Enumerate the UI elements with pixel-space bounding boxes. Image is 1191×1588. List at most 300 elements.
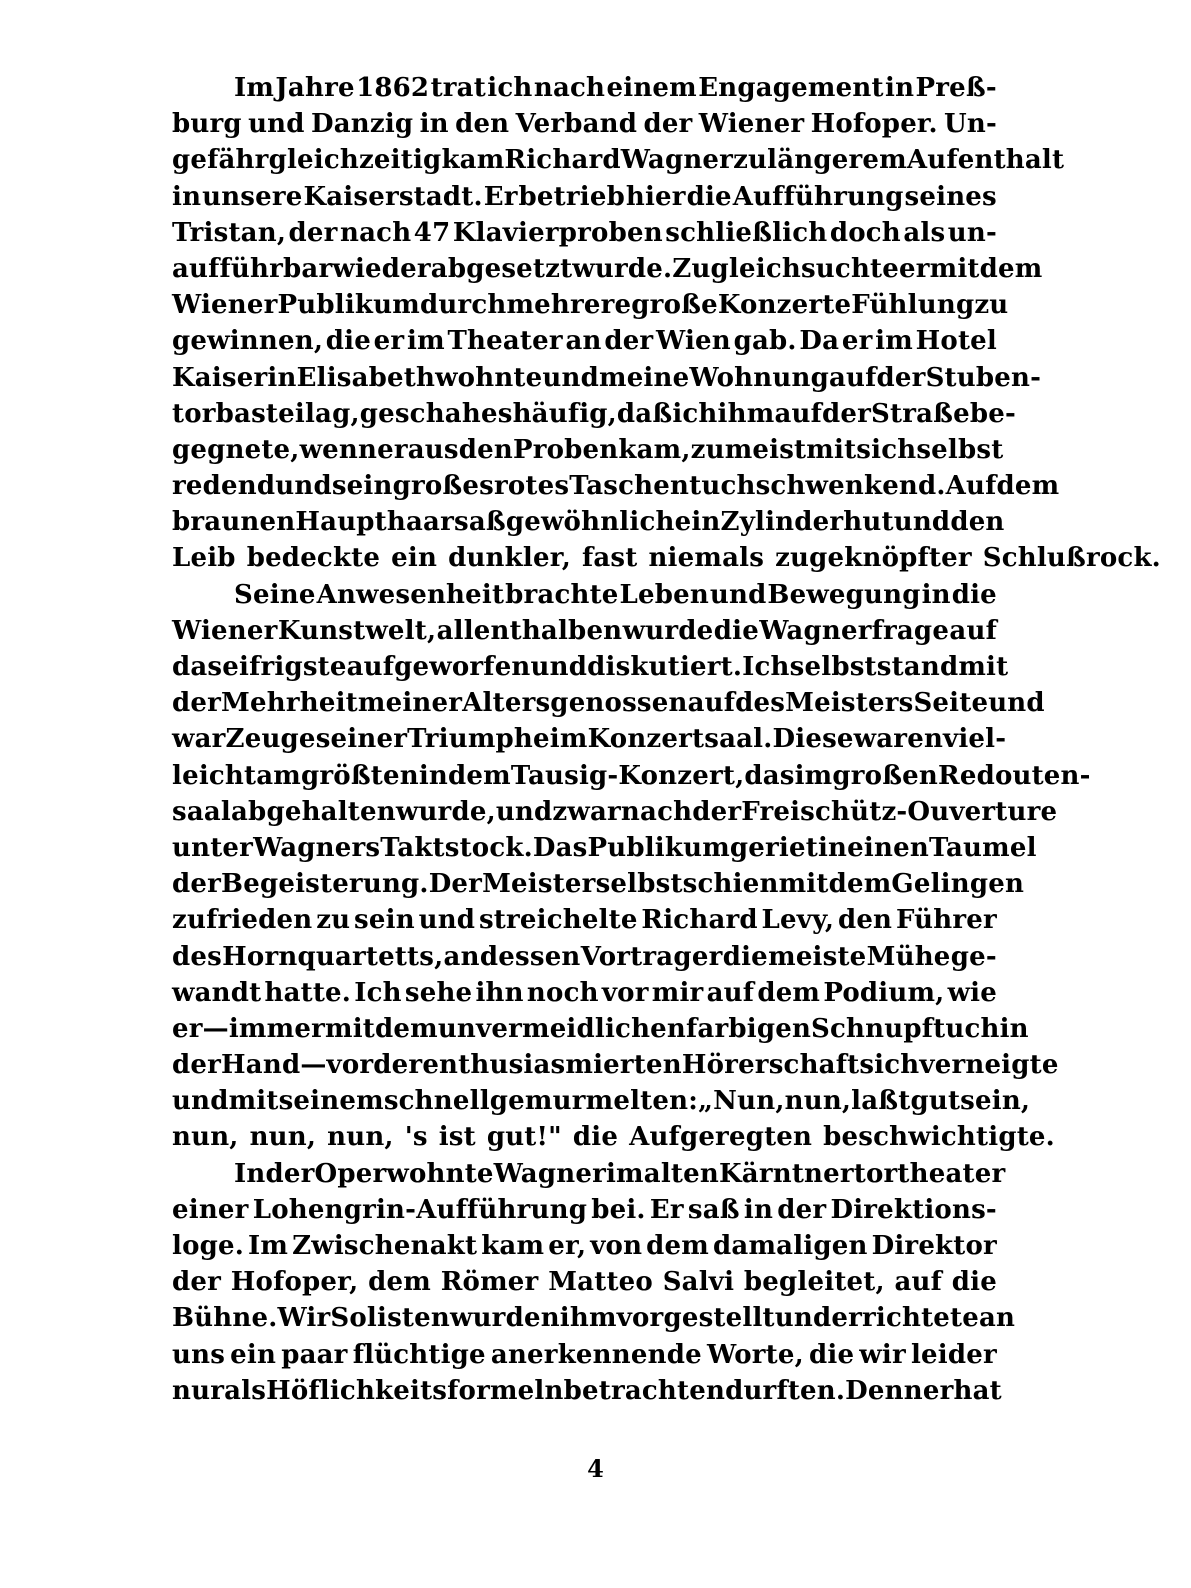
text-line: [172, 468, 1060, 504]
word: aufgeworfen: [346, 652, 531, 682]
word: seines: [904, 181, 997, 212]
word: leider: [910, 1339, 997, 1370]
word: das: [172, 652, 223, 682]
word: in: [999, 1013, 1029, 1044]
text-line: [172, 1300, 1016, 1336]
word: selbst: [789, 652, 877, 682]
word: er,: [548, 1231, 587, 1261]
word: Worte,: [706, 1339, 804, 1370]
word: Er: [483, 181, 518, 212]
word: Aufführung: [732, 181, 904, 212]
word: sein,: [960, 1086, 1031, 1117]
word: in: [743, 1194, 774, 1225]
word: durch: [419, 290, 507, 321]
word: die: [808, 1339, 855, 1370]
word: Matteo: [548, 1267, 653, 1298]
word: und: [542, 362, 599, 393]
word: einem: [606, 73, 697, 103]
word: wurde.: [572, 253, 673, 284]
word: wenn: [299, 434, 378, 465]
word: er: [172, 1013, 203, 1044]
word: verneigte: [919, 1050, 1059, 1081]
word: dunkler,: [448, 543, 571, 574]
text-line: [172, 1156, 1006, 1192]
word: an: [443, 941, 480, 972]
word: Proben: [512, 434, 619, 465]
word: Konzertsaal.: [587, 724, 773, 755]
word: Wagnerfrage: [759, 615, 950, 646]
word: seinem: [278, 1086, 384, 1117]
text-line: [172, 1083, 1031, 1119]
word: Gelingen: [891, 869, 1025, 900]
word: vor: [326, 1050, 374, 1081]
word: Kaiserstadt.: [303, 181, 483, 212]
word: auf: [894, 1267, 943, 1298]
word: schwenkend.: [755, 471, 946, 502]
word: 's: [404, 1122, 428, 1153]
word: gut!": [486, 1122, 562, 1153]
word: laßt: [851, 1086, 911, 1117]
word: der: [172, 1267, 222, 1298]
word: enthusiasmierten: [422, 1050, 682, 1081]
word: nun,: [784, 1086, 852, 1117]
word: längerem: [767, 145, 907, 176]
text-line: [172, 1228, 997, 1264]
word: Seine: [234, 579, 316, 610]
word: nun,: [172, 1122, 239, 1153]
text-line: [172, 106, 997, 142]
word: Taumel: [928, 832, 1037, 863]
text-line: [172, 70, 997, 106]
word: die: [686, 181, 732, 212]
word: hat: [953, 1375, 1002, 1406]
word: Hornquartetts,: [222, 941, 444, 972]
word: gleichzeitig: [268, 145, 442, 176]
text-line: [172, 540, 1161, 576]
text-line: [172, 215, 997, 251]
word: meiner: [357, 688, 463, 719]
word: und: [988, 688, 1045, 719]
word: „Nun,: [698, 1086, 785, 1117]
word: alten: [643, 1158, 719, 1189]
word: Im: [248, 1231, 289, 1261]
word: Schnupftuch: [811, 1013, 1000, 1044]
word: rotes: [493, 471, 570, 502]
word: dem: [996, 471, 1060, 502]
word: trat: [430, 73, 486, 103]
word: 1862: [356, 73, 430, 103]
word: und: [495, 796, 553, 827]
word: in: [418, 760, 449, 791]
word: meine: [598, 362, 690, 393]
word: mit: [324, 1013, 375, 1044]
word: als: [224, 1375, 267, 1406]
word: gewinnen,: [172, 326, 324, 357]
word: Direktions-: [830, 1194, 997, 1225]
word: wieder: [332, 253, 431, 284]
word: Direktor: [871, 1231, 997, 1261]
word: lag,: [304, 398, 360, 429]
word: als: [903, 217, 946, 248]
word: und: [530, 652, 588, 682]
word: braunen: [172, 507, 296, 538]
word: in: [172, 181, 202, 212]
word: Fühlung: [851, 290, 975, 321]
word: Mehrheit: [221, 688, 358, 719]
word: auf: [949, 615, 997, 646]
word: und: [774, 1303, 832, 1334]
word: der: [821, 398, 872, 429]
word: Ich: [742, 652, 790, 682]
word: Er: [649, 1194, 684, 1225]
page-body-text: [172, 70, 1161, 1409]
word: einer: [172, 1194, 249, 1225]
word: von: [590, 1231, 643, 1261]
word: gefähr: [172, 145, 269, 176]
word: seiner: [315, 724, 408, 755]
word: torbastei: [172, 398, 305, 429]
word: großen: [832, 760, 939, 791]
word: Hofoper.: [810, 109, 938, 140]
word: Wohnung: [689, 362, 829, 393]
word: der: [172, 1050, 222, 1081]
word: Wiener: [172, 615, 278, 646]
word: die: [951, 579, 997, 610]
word: der: [373, 1050, 423, 1081]
word: anerkennende: [490, 1339, 702, 1370]
word: viel-: [943, 724, 1007, 755]
word: in: [921, 579, 951, 610]
word: betrachten: [563, 1375, 726, 1406]
word: Preß-: [915, 73, 997, 103]
word: ein: [674, 507, 721, 538]
word: Denn: [845, 1375, 923, 1406]
word: an: [978, 1303, 1016, 1334]
word: Wiener: [698, 109, 805, 140]
word: waren: [853, 724, 944, 755]
word: hier: [625, 181, 686, 212]
word: Redouten-: [938, 760, 1091, 791]
word: auf: [687, 688, 736, 719]
word: Hofoper,: [230, 1267, 359, 1298]
text-line: [172, 794, 1058, 830]
word: Zwischenakt: [292, 1231, 478, 1261]
word: mit: [806, 434, 857, 465]
text-line: [172, 251, 1043, 287]
word: nach: [533, 73, 606, 103]
word: im: [407, 326, 445, 357]
word: es: [480, 398, 513, 429]
word: stand: [876, 652, 959, 682]
word: das: [744, 760, 795, 791]
word: Theater: [447, 326, 563, 357]
word: Mühe: [866, 941, 951, 972]
word: des: [735, 688, 786, 719]
word: Wiener: [172, 290, 278, 321]
word: die: [722, 941, 768, 972]
page-number: 4: [587, 1454, 604, 1483]
text-line: [172, 360, 1042, 396]
word: redend: [172, 471, 276, 502]
word: Anwesenheit: [316, 579, 505, 610]
word: er: [841, 326, 873, 357]
word: Vortrag: [580, 941, 692, 972]
text-line: [172, 1264, 997, 1300]
word: immer: [228, 1013, 325, 1044]
word: streichelte: [478, 905, 638, 936]
text-line: [172, 577, 997, 613]
word: betrieb: [518, 181, 625, 212]
word: den: [455, 109, 510, 140]
word: Begeisterung.: [221, 869, 429, 900]
word: un-: [947, 217, 997, 248]
word: ge-: [950, 941, 997, 972]
text-line: [172, 939, 997, 975]
word: be-: [969, 398, 1016, 429]
word: auf: [706, 977, 755, 1008]
word: zu: [316, 905, 351, 936]
word: loge.: [172, 1231, 244, 1261]
text-line: [172, 902, 997, 938]
word: in: [885, 73, 915, 103]
word: Schlußrock.: [982, 543, 1161, 574]
word: aus: [407, 434, 459, 465]
word: ich: [672, 398, 718, 429]
word: die: [572, 1122, 619, 1153]
word: leicht: [172, 760, 257, 791]
word: Salvi: [662, 1267, 735, 1298]
word: noch: [526, 977, 599, 1008]
word: Bühne.: [172, 1303, 278, 1334]
word: im: [875, 326, 913, 357]
word: Wagner: [620, 145, 734, 176]
word: ist: [438, 1122, 476, 1153]
word: Verband: [515, 109, 638, 140]
word: dem: [368, 1267, 431, 1298]
word: farbigen: [686, 1013, 812, 1044]
word: Meisters: [785, 688, 914, 719]
word: Hand: [221, 1050, 301, 1081]
word: unter: [172, 832, 254, 863]
word: Levy,: [761, 905, 835, 936]
word: gemurmelten:: [489, 1086, 699, 1117]
word: bedeckte: [246, 543, 381, 574]
word: ein: [230, 1339, 277, 1370]
word: geschah: [359, 398, 481, 429]
word: großes: [392, 471, 494, 502]
word: die: [713, 615, 759, 646]
word: dem: [757, 977, 821, 1008]
word: gewöhnlich: [505, 507, 675, 538]
word: Taktstock.: [380, 832, 533, 863]
word: Wagner: [493, 1158, 606, 1189]
word: Der: [428, 869, 483, 900]
word: daß: [616, 398, 673, 429]
word: uns: [172, 1339, 226, 1370]
word: Triumphe: [407, 724, 550, 755]
word: kam: [441, 145, 505, 176]
word: er: [691, 941, 723, 972]
text-line: [172, 179, 997, 215]
word: Tristan,: [172, 217, 287, 248]
word: Elisabeth: [296, 362, 436, 393]
word: Kaiserin: [172, 362, 297, 393]
word: wohnte: [386, 1158, 494, 1189]
word: Kunstwelt,: [277, 615, 437, 646]
word: Seite: [913, 688, 989, 719]
word: ein: [391, 543, 438, 574]
word: brachte: [505, 579, 619, 610]
word: der: [876, 362, 926, 393]
text-line: [172, 830, 1037, 866]
word: nun,: [249, 1122, 317, 1153]
word: Zugleich: [672, 253, 801, 284]
text-line: [172, 504, 1005, 540]
text-line: [172, 685, 1045, 721]
word: nur: [172, 1375, 225, 1406]
word: der: [265, 1158, 315, 1189]
word: im: [794, 760, 833, 791]
word: wohnte: [435, 362, 543, 393]
word: mit: [929, 253, 980, 284]
word: zugeknöpfter: [775, 543, 972, 574]
word: richtete: [861, 1303, 979, 1334]
word: zu: [733, 145, 768, 176]
word: gab.: [733, 326, 797, 357]
word: an: [565, 326, 602, 357]
word: paar: [281, 1339, 348, 1370]
word: Wagners: [253, 832, 381, 863]
word: eifrigste: [222, 652, 347, 682]
word: Solisten: [330, 1303, 450, 1334]
word: niemals: [648, 543, 765, 574]
word: Leben: [619, 579, 709, 610]
word: Jahre: [275, 73, 355, 103]
word: abgesetzt: [430, 253, 573, 284]
text-line: [172, 758, 1091, 794]
word: Engagement: [698, 73, 884, 103]
word: gut: [910, 1086, 961, 1117]
word: Das: [532, 832, 588, 863]
word: Altersgenossen: [462, 688, 688, 719]
text-line: [172, 287, 1009, 323]
word: wurde: [622, 615, 714, 646]
word: flüchtige: [352, 1339, 486, 1370]
word: Freischütz-Ouverture: [741, 796, 1058, 827]
word: auf: [828, 362, 877, 393]
word: hatte.: [264, 977, 352, 1008]
word: er: [377, 434, 408, 465]
word: Oper: [314, 1158, 387, 1189]
word: saß: [687, 1194, 740, 1225]
word: Aufenthalt: [906, 145, 1065, 176]
word: 47: [413, 217, 451, 248]
word: Hotel: [915, 326, 997, 357]
word: sein: [354, 905, 415, 936]
word: —: [202, 1013, 229, 1044]
word: wurde,: [395, 796, 496, 827]
word: dem: [374, 1013, 438, 1044]
word: den: [837, 905, 893, 936]
word: Wir: [277, 1303, 331, 1334]
word: der: [172, 869, 222, 900]
word: damaligen: [713, 1231, 868, 1261]
word: nach: [620, 796, 693, 827]
word: Römer: [440, 1267, 539, 1298]
word: allenthalben: [436, 615, 623, 646]
word: der: [777, 1194, 827, 1225]
word: des: [172, 941, 222, 972]
word: geriet: [729, 832, 818, 863]
word: Lohengrin-Aufführung: [252, 1194, 588, 1225]
word: mit: [228, 1086, 279, 1117]
word: meiste: [768, 941, 867, 972]
text-line: [172, 1047, 1059, 1083]
word: Taschentuch: [569, 471, 756, 502]
word: nun,: [327, 1122, 394, 1153]
word: Richard: [641, 905, 758, 936]
word: ihn: [475, 977, 524, 1008]
word: ihm: [717, 398, 775, 429]
word: die: [325, 326, 371, 357]
word: In: [234, 1158, 266, 1189]
text-line: [172, 142, 1065, 178]
text-line: [172, 975, 997, 1011]
word: aufführbar: [172, 253, 333, 284]
word: schnell: [383, 1086, 490, 1117]
text-line: [172, 1119, 1055, 1155]
word: große: [631, 290, 718, 321]
word: dem: [448, 760, 511, 791]
word: selbst: [916, 434, 1004, 465]
word: ihm: [559, 1303, 617, 1334]
word: und: [709, 579, 767, 610]
word: er: [831, 1303, 862, 1334]
word: begleitet,: [743, 1267, 885, 1298]
word: mehrere: [506, 290, 632, 321]
word: nach: [340, 217, 412, 248]
word: Zylinderhut: [720, 507, 894, 538]
word: Publikum: [587, 832, 730, 863]
word: unsere: [202, 181, 303, 212]
word: zumeist: [690, 434, 807, 465]
word: und: [248, 109, 305, 140]
text-line: [172, 866, 1025, 902]
word: sich: [856, 434, 917, 465]
word: dessen: [479, 941, 581, 972]
word: Da: [799, 326, 840, 357]
word: Höflichkeitsformeln: [266, 1375, 564, 1406]
word: schließlich: [665, 217, 828, 248]
word: Podium,: [823, 977, 945, 1008]
word: größten: [301, 760, 419, 791]
word: dem: [979, 253, 1043, 284]
word: Klavierproben: [452, 217, 663, 248]
text-line: [172, 613, 997, 649]
word: sehe: [404, 977, 473, 1008]
word: Konzerte: [717, 290, 852, 321]
word: fast: [581, 543, 638, 574]
word: die: [951, 1267, 997, 1298]
word: auf: [774, 398, 822, 429]
word: Publikum: [277, 290, 420, 321]
word: und: [418, 905, 476, 936]
word: unvermeidlichen: [437, 1013, 687, 1044]
word: Wien: [656, 326, 731, 357]
word: Haupthaar: [295, 507, 454, 538]
text-line: [172, 1011, 1029, 1047]
word: er: [899, 253, 930, 284]
